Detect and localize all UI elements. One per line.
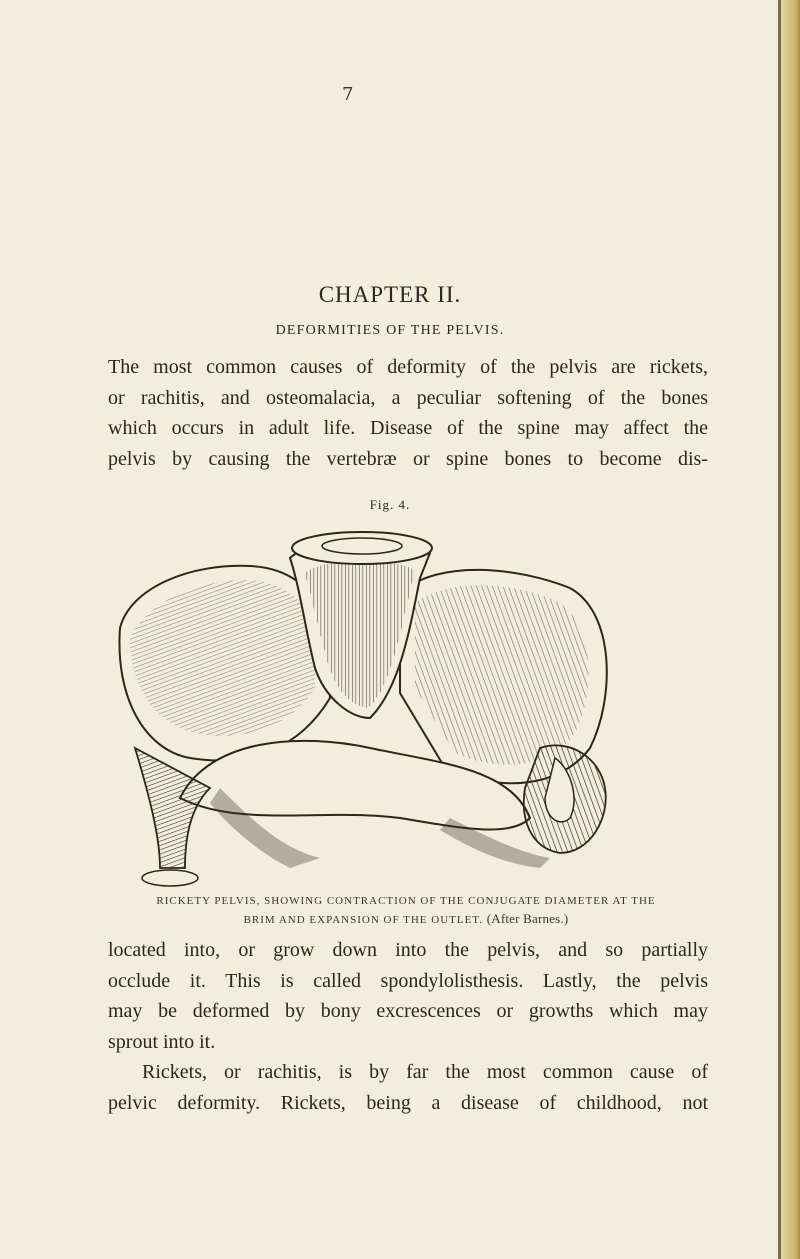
pelvis-illustration — [100, 518, 640, 898]
paragraph-spondylolisthesis — [108, 935, 708, 1057]
figure-caption — [128, 893, 684, 929]
text-line: Rickets, or rachitis, is by far the most common cause of — [142, 1061, 708, 1083]
text-line: may be deformed by bony excrescences or growths which may — [108, 1000, 708, 1022]
caption-credit: (After Barnes.) — [486, 911, 569, 926]
caption-line: BRIM AND EXPANSION OF THE OUTLET. — [243, 914, 483, 926]
text-line: pelvis by causing the vertebræ or spine bones to become dis- — [108, 447, 708, 470]
text-line: sprout into it. — [108, 1030, 216, 1053]
text-line: The most common causes of deformity of the pelvis are rickets, — [108, 356, 708, 378]
chapter-title: CHAPTER II. — [318, 282, 462, 307]
caption-line: RICKETY PELVIS, SHOWING CONTRACTION OF THE CONJUGATE DIAMETER AT THE — [156, 895, 656, 907]
page-number: 7 — [342, 84, 354, 105]
figure-label: Fig. 4. — [369, 497, 411, 512]
text-line: which occurs in adult life. Disease of the spine may affect the — [108, 417, 708, 439]
text-line: occlude it. This is called spondylolisthesis. Lastly, the pelvis — [108, 969, 708, 992]
text-line: pelvic deformity. Rickets, being a disease of childhood, not — [108, 1091, 708, 1114]
chapter-subtitle: DEFORMITIES OF THE PELVIS. — [275, 323, 505, 338]
text-line: or rachitis, and osteomalacia, a peculiar softening of the bones — [108, 386, 708, 409]
book-spine-edge — [778, 0, 800, 1259]
pelvis-engraving-icon — [100, 518, 640, 898]
paragraph-rickets — [108, 1057, 708, 1118]
text-line: located into, or grow down into the pelvis, and so partially — [108, 939, 708, 961]
paragraph-intro — [108, 352, 708, 474]
